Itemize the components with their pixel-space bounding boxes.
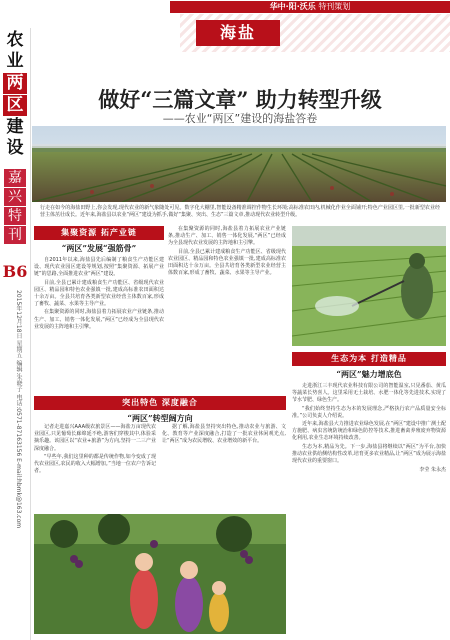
headline: 做好“三篇文章” 助力转型升级 [98, 87, 382, 112]
sidebar-title [1, 30, 29, 159]
section-1-continued [168, 226, 286, 278]
section-badge: 海盐 [196, 20, 280, 46]
issue-meta: 2015年12月18日 星期五 编辑:朱晓子 电话:0571-87163156 E-mail:hbmk@163.com [15, 290, 22, 529]
section-2-body-right [162, 424, 286, 447]
paragraph: 生态为本,精品为先。下一步,海盐县将继续以“两区”为平台,加快推动农业供给侧结构性改革,培育更多农业精品,让“两区”成为展示海盐现代农业的重要窗口。 [292, 443, 446, 465]
paragraph: 目前,全县已累计建成粮食生产功能区、省级现代农业园区、精品园和特色农业强镇一批,建成高标准农田面积达十余万亩。全县共培育各类新型农业经营主体数百家,形成了畜牧、蔬菜、水果等主导产业。 [168, 248, 286, 277]
section-1-bar: 集聚资源 拓产业链 [34, 226, 164, 240]
section-name: 特刊策划 [318, 2, 351, 11]
section-2 [34, 396, 286, 427]
page-number: B6 [2, 262, 28, 281]
farmer-photo [292, 226, 446, 346]
sidebar-title-char: 业 [6, 51, 24, 71]
paragraph: 目前,全县已累计建成粮食生产功能区、省级现代农业园区、精品园和特色农业强镇一批,建成高标准农田面积达十余万亩。全县共培育各类新型农业经营主体数百家,形成了畜牧、蔬菜、水果等主导产业。 [34, 279, 164, 308]
section-1 [34, 226, 164, 332]
paragraph: 在集聚资源的同时,海盐县着力拓展农业产业链条,推动生产、加工、销售一体化发展,“两区”已经成为全县现代农业发展的主阵地和主引擎。 [34, 309, 164, 330]
sidebar-title-char: 农 [6, 30, 24, 50]
grape-picking-photo [34, 514, 286, 634]
byline: 李莹 朱永杰 [419, 467, 446, 474]
masthead-bar [170, 1, 450, 13]
section-1-body [34, 257, 164, 331]
sidebar-sub-char: 刊 [4, 226, 26, 244]
subheadline: ——农业“两区”建设的海盐答卷 [162, 112, 318, 125]
paragraph: 在集聚资源的同时,海盐县着力拓展农业产业链条,推动生产、加工、销售一体化发展,“两区”已经成为全县现代农业发展的主阵地和主引擎。 [168, 226, 286, 247]
section-3 [292, 352, 446, 473]
sidebar-title-char: 设 [6, 138, 24, 158]
sidebar-title-char: 建 [6, 117, 24, 137]
vineyard-photo [32, 126, 446, 202]
paragraph: 近年来,海盐县大力推进农业绿色发展,在“两区”建设中推广测土配方施肥、病虫害统防统治和绿色防控等技术,推进畜禽养殖废弃物资源化利用,农业生态环境持续改善。 [292, 421, 446, 442]
paragraph: 记者走进嘉兴AAA级农旅景区——海盐万亩现代农业园区,只见葡萄长廊绵延不绝,游客们穿梭其中,体验采摘乐趣。该园区以“农业+旅游”为方向,坚持一二三产业深度融合。 [34, 424, 156, 452]
section-3-bar: 生态为本 打造精品 [292, 352, 446, 366]
paragraph: “早些年,我们这里种的都是传统作物,如今变成了现代农业园区,农民的收入大幅增加。”当地一位农户告诉记者。 [34, 453, 156, 475]
paragraph: “我们始终坚持生态为本的发展理念,严格执行农产品质量安全标准。”公司负责人介绍说。 [292, 405, 446, 419]
paragraph: 走进浙江三丰现代农业科技有限公司的智能温室,只见番茄、黄瓜等蔬菜长势喜人。这里采用无土栽培、水肥一体化等先进技术,实现了节水节肥、绿色生产。 [292, 383, 446, 404]
paper-name: 华中·阳·沃乐 [269, 2, 316, 11]
sidebar-sub-char: 特 [4, 207, 26, 225]
sidebar-sub-char: 嘉 [4, 169, 26, 187]
section-1-heading: “两区”发展“强筋骨” [61, 243, 137, 253]
sidebar-title-char: 两 [3, 73, 27, 94]
section-2-body-left [34, 424, 156, 476]
sidebar-sub-char: 兴 [4, 188, 26, 206]
paragraph: 据了解,海盐县坚持突出特色,推动农业与旅游、文化、教育等产业深度融合,打造了一批农业休闲观光点,让“两区”成为农民增收、农业增效的新平台。 [162, 424, 286, 445]
section-2-bar: 突出特色 深度融合 [34, 396, 286, 410]
lead-paragraph: 行走在如今的海盐田野上,你会发现,现代农业的新气象随处可见。数字化大棚里,智能设备精准调控作物生长环境;高标准农田内,机械化作业全面铺开;特色产业园区里,一批新型农业经营主体茁壮成长。近年来,海盐县以农业“两区”建设为抓手,做好“集聚、突出、生态”三篇文章,推动现代农业转型升级。 [40, 205, 440, 219]
sidebar-title-char: 区 [3, 95, 27, 116]
section-3-heading: “两区”魅力增底色 [336, 369, 402, 379]
section-2-heading: “两区”转型阔方向 [127, 413, 193, 423]
paragraph: 自2011年以来,海盐县先后编制了粮食生产功能区建设、现代农业园区建设等规划,按照“集聚资源、拓展产业链”的思路,全面推进农业“两区”建设。 [34, 257, 164, 278]
sidebar-subtitle [1, 168, 29, 245]
section-3-body [292, 383, 446, 465]
